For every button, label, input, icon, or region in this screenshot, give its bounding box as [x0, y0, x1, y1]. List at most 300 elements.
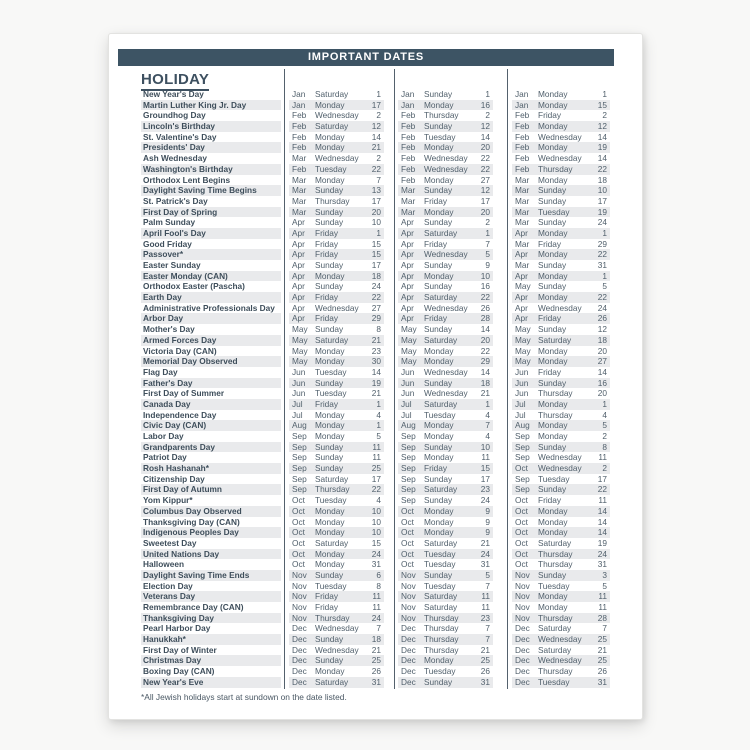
- date-cell: [289, 474, 384, 485]
- day-number: 17: [480, 195, 490, 206]
- date-cell: [289, 452, 384, 463]
- month-abbrev: Sep: [401, 495, 416, 506]
- date-cell: [512, 602, 610, 613]
- weekday: Monday: [538, 602, 568, 612]
- month-abbrev: Sep: [292, 473, 307, 484]
- day-number: 14: [480, 131, 490, 142]
- date-cell: [398, 506, 493, 517]
- date-cell: [512, 452, 610, 463]
- weekday: Tuesday: [315, 495, 347, 506]
- month-abbrev: Mar: [515, 195, 530, 206]
- date-cell: [398, 292, 493, 303]
- day-number: 7: [376, 623, 381, 634]
- holiday-name: Indigenous Peoples Day: [141, 527, 281, 538]
- day-number: 2: [376, 110, 381, 121]
- month-abbrev: Sep: [515, 441, 530, 452]
- weekday: Friday: [538, 495, 562, 506]
- month-abbrev: Apr: [515, 227, 528, 238]
- date-cell: [289, 132, 384, 143]
- table-row: [141, 281, 610, 292]
- weekday: Monday: [315, 548, 345, 559]
- table-row: [141, 110, 610, 121]
- month-abbrev: Apr: [515, 292, 528, 303]
- date-cell: [398, 549, 493, 560]
- month-abbrev: Jun: [401, 388, 415, 399]
- table-row: [141, 249, 610, 260]
- month-abbrev: Aug: [401, 420, 416, 431]
- month-abbrev: Dec: [401, 666, 416, 677]
- month-abbrev: Sep: [292, 484, 307, 495]
- date-cell: [398, 634, 493, 645]
- date-cell: [289, 164, 384, 175]
- day-number: 19: [371, 377, 381, 388]
- weekday: Sunday: [315, 377, 344, 388]
- day-number: 25: [371, 655, 381, 666]
- weekday: Sunday: [424, 217, 453, 228]
- day-number: 22: [597, 484, 607, 495]
- month-abbrev: Sep: [401, 431, 416, 441]
- day-number: 26: [480, 302, 490, 313]
- month-abbrev: Dec: [292, 666, 307, 677]
- month-abbrev: Mar: [292, 174, 307, 185]
- month-abbrev: Oct: [515, 463, 528, 474]
- weekday: Sunday: [424, 185, 453, 196]
- table-row: [141, 602, 610, 613]
- weekday: Thursday: [315, 612, 350, 623]
- day-number: 9: [485, 527, 490, 538]
- weekday: Thursday: [538, 409, 573, 420]
- month-abbrev: May: [292, 334, 308, 345]
- weekday: Saturday: [424, 484, 458, 495]
- table-row: [141, 207, 610, 218]
- month-abbrev: Oct: [515, 527, 528, 538]
- weekday: Sunday: [424, 121, 453, 132]
- month-abbrev: Jul: [515, 398, 526, 409]
- month-abbrev: Apr: [292, 302, 305, 313]
- table-row: [141, 517, 610, 528]
- month-abbrev: Apr: [292, 217, 305, 228]
- date-cell: [289, 591, 384, 602]
- date-cell: [398, 346, 493, 357]
- date-cell: [512, 517, 610, 528]
- day-number: 7: [485, 623, 490, 634]
- date-cell: [289, 506, 384, 517]
- date-cell: [512, 645, 610, 656]
- date-cell: [512, 142, 610, 153]
- weekday: Monday: [315, 99, 345, 110]
- weekday: Friday: [315, 249, 339, 260]
- month-abbrev: Dec: [401, 676, 416, 687]
- date-cell: [512, 132, 610, 143]
- weekday: Monday: [315, 559, 345, 570]
- weekday: Monday: [538, 270, 568, 281]
- weekday: Tuesday: [424, 131, 456, 142]
- weekday: Sunday: [538, 185, 567, 196]
- date-cell: [512, 313, 610, 324]
- date-cell: [398, 185, 493, 196]
- month-abbrev: Mar: [292, 185, 307, 196]
- date-cell: [512, 100, 610, 111]
- holiday-name: Halloween: [143, 559, 185, 570]
- table-row: [141, 217, 610, 228]
- date-cell: [398, 281, 493, 292]
- table-row: [141, 463, 610, 474]
- month-abbrev: Oct: [401, 559, 414, 570]
- holiday-name: Patriot Day: [143, 452, 187, 463]
- weekday: Saturday: [424, 398, 458, 409]
- month-abbrev: May: [515, 281, 531, 292]
- month-abbrev: Mar: [515, 206, 530, 217]
- month-abbrev: Mar: [515, 217, 530, 228]
- day-number: 14: [597, 153, 607, 164]
- month-abbrev: Sep: [292, 431, 307, 441]
- date-cell: [512, 207, 610, 218]
- month-abbrev: Apr: [401, 227, 414, 238]
- day-number: 12: [597, 324, 607, 335]
- weekday: Thursday: [424, 644, 459, 655]
- table-row: [141, 260, 610, 271]
- weekday: Monday: [424, 527, 454, 538]
- day-number: 14: [371, 131, 381, 142]
- day-number: 22: [597, 163, 607, 174]
- holiday-name: Citizenship Day: [143, 473, 205, 484]
- day-number: 28: [480, 313, 490, 324]
- table-row: [141, 142, 610, 153]
- date-cell: [289, 324, 384, 335]
- weekday: Monday: [538, 121, 568, 132]
- month-abbrev: Jun: [292, 388, 306, 399]
- weekday: Monday: [424, 356, 454, 367]
- date-cell: [512, 410, 610, 421]
- holiday-name: Flag Day: [143, 366, 178, 377]
- date-cell: [398, 581, 493, 592]
- weekday: Sunday: [315, 441, 344, 452]
- month-abbrev: Dec: [292, 676, 307, 687]
- date-cell: [398, 153, 493, 164]
- holiday-name: First Day of Autumn: [141, 484, 281, 495]
- date-cell: [398, 399, 493, 410]
- date-cell: [512, 346, 610, 357]
- weekday: Monday: [424, 420, 454, 431]
- month-abbrev: Dec: [292, 655, 307, 666]
- table-row: [141, 132, 610, 143]
- month-abbrev: Mar: [292, 153, 307, 164]
- weekday: Sunday: [315, 569, 344, 580]
- weekday: Sunday: [315, 260, 344, 270]
- month-abbrev: Jun: [292, 377, 306, 388]
- day-number: 9: [485, 516, 490, 527]
- month-abbrev: Apr: [401, 238, 414, 249]
- month-abbrev: Jun: [515, 366, 529, 377]
- day-number: 24: [597, 548, 607, 559]
- month-abbrev: Nov: [292, 591, 307, 602]
- month-abbrev: Feb: [292, 110, 307, 121]
- day-number: 26: [597, 313, 607, 324]
- table-row: [141, 527, 610, 538]
- day-number: 30: [371, 356, 381, 367]
- holiday-name: Earth Day: [141, 292, 281, 303]
- day-number: 15: [480, 463, 490, 474]
- date-cell: [289, 260, 384, 271]
- holiday-name: Yom Kippur*: [143, 495, 193, 506]
- day-number: 1: [485, 227, 490, 238]
- table-row: [141, 634, 610, 645]
- month-abbrev: Dec: [292, 644, 307, 655]
- date-cell: [398, 452, 493, 463]
- footnote: *All Jewish holidays start at sundown on the date listed.: [141, 692, 347, 702]
- day-number: 25: [480, 655, 490, 666]
- month-abbrev: Feb: [515, 153, 530, 164]
- day-number: 15: [371, 238, 381, 249]
- day-number: 7: [602, 623, 607, 634]
- day-number: 19: [597, 206, 607, 217]
- date-cell: [398, 591, 493, 602]
- weekday: Thursday: [424, 612, 459, 623]
- weekday: Friday: [424, 463, 448, 474]
- date-cell: [398, 164, 493, 175]
- month-abbrev: Nov: [401, 602, 416, 612]
- weekday: Monday: [538, 431, 568, 441]
- day-number: 1: [376, 227, 381, 238]
- date-cell: [512, 271, 610, 282]
- month-abbrev: Dec: [292, 623, 307, 634]
- date-cell: [289, 666, 384, 677]
- month-abbrev: Jan: [292, 99, 306, 110]
- month-abbrev: Apr: [401, 270, 414, 281]
- month-abbrev: Feb: [292, 163, 307, 174]
- weekday: Friday: [315, 238, 339, 249]
- day-number: 10: [480, 270, 490, 281]
- month-abbrev: Mar: [515, 185, 530, 196]
- date-cell: [289, 335, 384, 346]
- day-number: 2: [602, 110, 607, 121]
- month-abbrev: Jan: [401, 99, 415, 110]
- holiday-name: First Day of Spring: [141, 207, 281, 218]
- date-cell: [398, 378, 493, 389]
- weekday: Tuesday: [315, 163, 347, 174]
- date-cell: [512, 356, 610, 367]
- day-number: 11: [598, 591, 607, 602]
- date-cell: [512, 506, 610, 517]
- month-abbrev: Apr: [401, 249, 414, 260]
- table-row: [141, 324, 610, 335]
- month-abbrev: Nov: [401, 569, 416, 580]
- month-abbrev: Sep: [401, 473, 416, 484]
- month-abbrev: Dec: [515, 655, 530, 666]
- weekday: Saturday: [315, 676, 349, 687]
- holiday-name: Pearl Harbor Day: [143, 623, 211, 634]
- date-cell: [512, 634, 610, 645]
- weekday: Sunday: [315, 463, 344, 474]
- month-abbrev: Apr: [292, 249, 305, 260]
- table-row: [141, 292, 610, 303]
- month-abbrev: Nov: [292, 580, 307, 591]
- weekday: Sunday: [538, 377, 567, 388]
- date-cell: [512, 228, 610, 239]
- weekday: Sunday: [424, 377, 453, 388]
- day-number: 5: [602, 580, 607, 591]
- month-abbrev: May: [401, 345, 417, 356]
- day-number: 1: [376, 89, 381, 99]
- day-number: 29: [597, 238, 607, 249]
- holiday-name: Mother's Day: [143, 324, 195, 335]
- date-cell: [398, 623, 493, 634]
- date-cell: [398, 110, 493, 121]
- month-abbrev: Apr: [292, 238, 305, 249]
- day-number: 14: [480, 324, 490, 335]
- day-number: 22: [371, 292, 381, 303]
- holiday-name: Independence Day: [143, 409, 217, 420]
- month-abbrev: Oct: [292, 559, 305, 570]
- page-title: HOLIDAY: [141, 71, 209, 91]
- date-cell: [398, 517, 493, 528]
- weekday: Monday: [424, 174, 454, 185]
- month-abbrev: May: [515, 345, 531, 356]
- month-abbrev: Oct: [515, 559, 528, 570]
- weekday: Thursday: [538, 666, 573, 677]
- table-row: [141, 153, 610, 164]
- table-row: [141, 442, 610, 453]
- month-abbrev: May: [292, 356, 308, 367]
- month-abbrev: Jun: [515, 377, 529, 388]
- table-row: [141, 484, 610, 495]
- day-number: 11: [598, 602, 607, 612]
- date-cell: [289, 431, 384, 442]
- weekday: Thursday: [538, 388, 573, 399]
- table-row: [141, 549, 610, 560]
- day-number: 12: [480, 185, 490, 196]
- day-number: 1: [376, 420, 381, 431]
- holiday-name: Grandparents Day: [141, 442, 281, 453]
- weekday: Tuesday: [315, 388, 347, 399]
- month-abbrev: May: [515, 356, 531, 367]
- table-row: [141, 399, 610, 410]
- holiday-name: St. Valentine's Day: [143, 131, 217, 142]
- weekday: Tuesday: [424, 409, 456, 420]
- weekday: Thursday: [424, 623, 459, 634]
- month-abbrev: Jun: [292, 366, 306, 377]
- date-cell: [289, 559, 384, 570]
- month-abbrev: Jan: [292, 89, 306, 99]
- weekday: Monday: [538, 420, 568, 431]
- weekday: Monday: [424, 142, 454, 153]
- weekday: Wednesday: [538, 131, 582, 142]
- day-number: 12: [597, 121, 607, 132]
- weekday: Friday: [538, 110, 562, 121]
- month-abbrev: Sep: [292, 452, 307, 463]
- day-number: 8: [376, 580, 381, 591]
- date-cell: [398, 666, 493, 677]
- table-row: [141, 313, 610, 324]
- holiday-name: Palm Sunday: [143, 217, 196, 228]
- date-cell: [289, 367, 384, 378]
- month-abbrev: Jan: [515, 99, 529, 110]
- month-abbrev: Dec: [515, 666, 530, 677]
- weekday: Sunday: [315, 634, 344, 645]
- day-number: 24: [480, 548, 490, 559]
- date-cell: [289, 292, 384, 303]
- table-row: [141, 474, 610, 485]
- month-abbrev: Feb: [292, 142, 307, 153]
- weekday: Friday: [538, 313, 562, 324]
- date-cell: [398, 260, 493, 271]
- holiday-name: Labor Day: [143, 431, 184, 441]
- day-number: 5: [485, 249, 490, 260]
- day-number: 15: [597, 99, 607, 110]
- date-cell: [289, 271, 384, 282]
- date-cell: [398, 271, 493, 282]
- weekday: Saturday: [315, 537, 349, 548]
- date-cell: [289, 110, 384, 121]
- weekday: Wednesday: [424, 163, 468, 174]
- day-number: 12: [480, 121, 490, 132]
- weekday: Monday: [424, 452, 454, 463]
- weekday: Friday: [315, 292, 339, 303]
- weekday: Tuesday: [424, 548, 456, 559]
- weekday: Sunday: [315, 185, 344, 196]
- date-cell: [398, 538, 493, 549]
- date-cell: [289, 378, 384, 389]
- weekday: Monday: [315, 356, 345, 367]
- date-cell: [398, 121, 493, 132]
- day-number: 10: [371, 217, 381, 228]
- table-row: [141, 452, 610, 463]
- month-abbrev: Jan: [515, 89, 529, 99]
- month-abbrev: Apr: [515, 302, 528, 313]
- month-abbrev: Dec: [401, 655, 416, 666]
- month-abbrev: Feb: [292, 121, 307, 132]
- holiday-name: Sweetest Day: [143, 537, 197, 548]
- date-cell: [289, 549, 384, 560]
- day-number: 3: [602, 569, 607, 580]
- month-abbrev: Feb: [515, 110, 530, 121]
- day-number: 11: [481, 452, 490, 463]
- month-abbrev: Mar: [515, 174, 530, 185]
- date-cell: [512, 249, 610, 260]
- date-cell: [398, 484, 493, 495]
- date-cell: [289, 249, 384, 260]
- month-abbrev: Oct: [292, 527, 305, 538]
- month-abbrev: Nov: [401, 612, 416, 623]
- date-cell: [512, 591, 610, 602]
- holiday-name: Easter Sunday: [143, 260, 201, 270]
- day-number: 7: [485, 634, 490, 645]
- weekday: Monday: [538, 345, 568, 356]
- date-cell: [398, 100, 493, 111]
- weekday: Sunday: [424, 441, 453, 452]
- date-cell: [398, 420, 493, 431]
- month-abbrev: Feb: [401, 131, 416, 142]
- day-number: 7: [485, 238, 490, 249]
- weekday: Wednesday: [315, 644, 359, 655]
- date-cell: [512, 549, 610, 560]
- day-number: 26: [371, 666, 381, 677]
- month-abbrev: Oct: [292, 505, 305, 516]
- weekday: Monday: [315, 142, 345, 153]
- holiday-name: Rosh Hashanah*: [141, 463, 281, 474]
- weekday: Monday: [315, 527, 345, 538]
- day-number: 11: [481, 602, 490, 612]
- day-number: 11: [372, 452, 381, 463]
- weekday: Monday: [538, 527, 568, 538]
- weekday: Monday: [424, 270, 454, 281]
- important-dates-header-bar: [118, 49, 614, 66]
- month-abbrev: Nov: [401, 591, 416, 602]
- weekday: Monday: [315, 431, 345, 441]
- month-abbrev: Dec: [515, 623, 530, 634]
- day-number: 21: [371, 388, 381, 399]
- weekday: Monday: [538, 398, 568, 409]
